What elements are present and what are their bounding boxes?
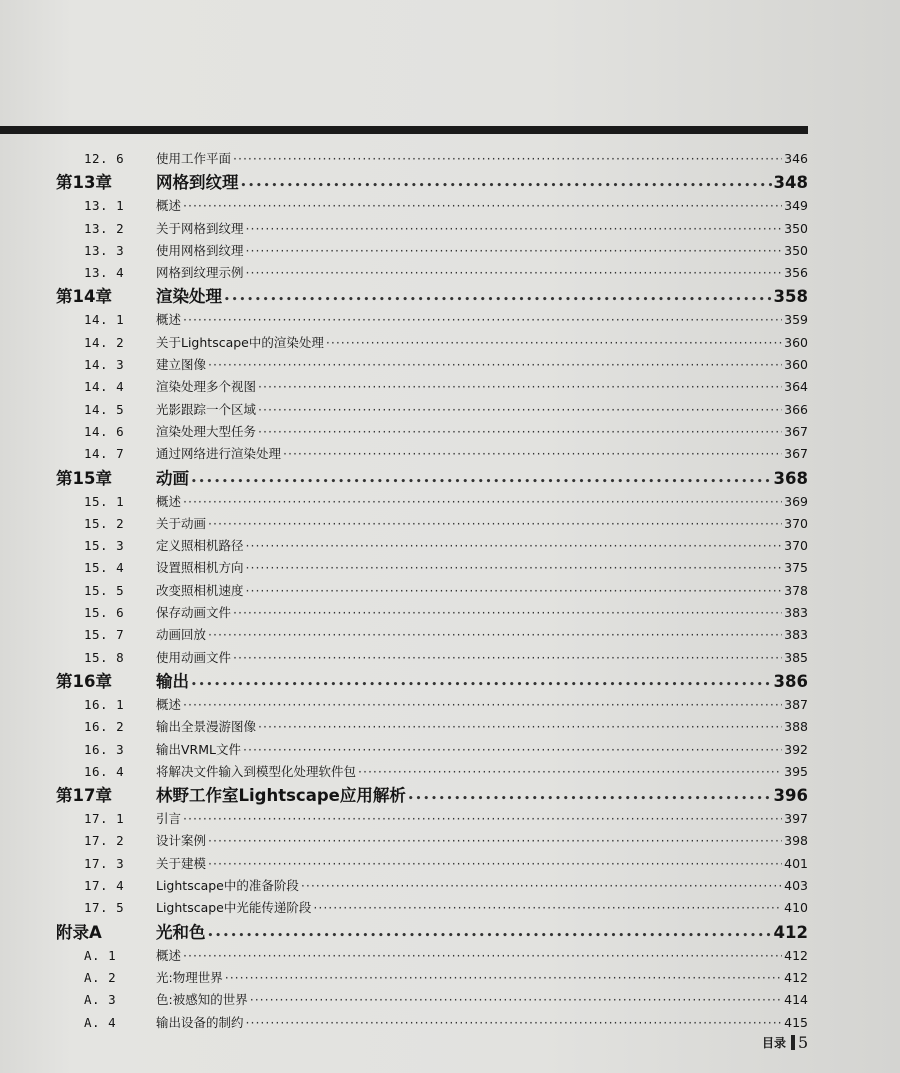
page-number: 388 bbox=[784, 719, 808, 735]
section-title: 输出全景漫游图像 bbox=[156, 719, 257, 735]
section-title: 渲染处理大型任务 bbox=[156, 423, 257, 439]
footer-label: 目录 bbox=[762, 1035, 787, 1050]
toc-entry bbox=[156, 624, 808, 646]
section-title: 概述 bbox=[156, 493, 182, 509]
dot-leader bbox=[233, 602, 782, 624]
toc-section-row bbox=[0, 580, 900, 602]
toc-entry bbox=[156, 195, 808, 217]
section-number: A. 1 bbox=[84, 947, 117, 963]
section-title: 定义照相机路径 bbox=[156, 538, 244, 554]
section-title: 使用工作平面 bbox=[156, 151, 232, 166]
toc-section-row bbox=[0, 897, 900, 919]
table-of-contents bbox=[0, 148, 900, 1034]
page-number: 395 bbox=[784, 763, 808, 779]
section-number: 16. 2 bbox=[84, 719, 125, 735]
dot-leader bbox=[258, 421, 782, 443]
page-number: 356 bbox=[784, 265, 808, 281]
header-rule bbox=[0, 126, 808, 134]
toc-section-row bbox=[0, 694, 900, 716]
chapter-title: 光和色 bbox=[156, 922, 206, 942]
toc-section-row bbox=[0, 491, 900, 513]
section-number: 17. 5 bbox=[84, 900, 125, 916]
dot-leader bbox=[208, 354, 782, 376]
chapter-title: 输出 bbox=[156, 671, 189, 691]
dot-leader bbox=[246, 535, 783, 557]
toc-entry bbox=[156, 309, 808, 331]
toc-entry bbox=[156, 240, 808, 262]
dot-leader bbox=[246, 557, 783, 579]
section-number: 15. 6 bbox=[84, 605, 125, 621]
section-number: 14. 2 bbox=[84, 334, 125, 350]
section-number: 15. 4 bbox=[84, 560, 125, 576]
dot-leader bbox=[208, 513, 782, 535]
section-title: 建立图像 bbox=[156, 357, 207, 373]
toc-section-row bbox=[0, 967, 900, 989]
toc-entry bbox=[156, 262, 808, 284]
toc-section-row bbox=[0, 875, 900, 897]
dot-leader bbox=[258, 399, 782, 421]
section-number: 17. 2 bbox=[84, 833, 125, 849]
toc-section-row bbox=[0, 376, 900, 398]
page-number: 360 bbox=[784, 357, 808, 373]
page-number: 415 bbox=[784, 1014, 808, 1030]
toc-entry bbox=[156, 557, 808, 579]
page-number: 350 bbox=[784, 220, 808, 236]
chapter-number: 第17章 bbox=[56, 786, 112, 806]
section-number: 14. 5 bbox=[84, 401, 125, 417]
toc-entry bbox=[156, 761, 808, 783]
page-number: 375 bbox=[784, 560, 808, 576]
page-number: 369 bbox=[784, 493, 808, 509]
dot-leader bbox=[358, 761, 782, 783]
page-number: 410 bbox=[784, 900, 808, 916]
section-number: 13. 4 bbox=[84, 265, 125, 281]
section-number: 16. 4 bbox=[84, 763, 125, 779]
section-number: 16. 1 bbox=[84, 696, 125, 712]
toc-entry bbox=[156, 580, 808, 602]
page-number: 370 bbox=[784, 538, 808, 554]
chapter-number: 第14章 bbox=[56, 287, 112, 307]
toc-section-row bbox=[0, 853, 900, 875]
section-number: 15. 3 bbox=[84, 538, 125, 554]
page-number: 383 bbox=[784, 605, 808, 621]
page-number: 366 bbox=[784, 401, 808, 417]
page-number: 397 bbox=[784, 811, 808, 827]
section-title: 概述 bbox=[156, 312, 182, 328]
toc-entry bbox=[156, 513, 808, 535]
dot-leader bbox=[243, 739, 782, 761]
dot-leader bbox=[246, 1012, 783, 1034]
page-number: 414 bbox=[784, 992, 808, 1008]
dot-leader bbox=[233, 148, 782, 170]
section-title: 保存动画文件 bbox=[156, 605, 232, 621]
section-number: 14. 1 bbox=[84, 312, 125, 328]
toc-section-row bbox=[0, 421, 900, 443]
section-number: 15. 7 bbox=[84, 627, 125, 643]
toc-chapter-row bbox=[0, 284, 900, 309]
toc-section-row bbox=[0, 945, 900, 967]
section-number: 15. 5 bbox=[84, 582, 125, 598]
toc-entry bbox=[156, 694, 808, 716]
page-number: 364 bbox=[784, 379, 808, 395]
section-title: Lightscape中的准备阶段 bbox=[156, 878, 299, 894]
page-number: 386 bbox=[773, 671, 808, 691]
toc-entry bbox=[156, 853, 808, 875]
toc-section-row bbox=[0, 739, 900, 761]
page-number: 348 bbox=[773, 173, 808, 193]
toc-section-row bbox=[0, 262, 900, 284]
page-number: 412 bbox=[784, 969, 808, 985]
page-number: 360 bbox=[784, 334, 808, 350]
page-number: 401 bbox=[784, 855, 808, 871]
toc-chapter-row bbox=[0, 783, 900, 808]
section-title: 使用网格到纹理 bbox=[156, 242, 244, 258]
toc-section-row bbox=[0, 830, 900, 852]
toc-section-row bbox=[0, 309, 900, 331]
toc-section-row bbox=[0, 195, 900, 217]
section-title: 设计案例 bbox=[156, 833, 207, 849]
section-number: 16. 3 bbox=[84, 741, 125, 757]
dot-leader bbox=[326, 332, 782, 354]
toc-section-row bbox=[0, 761, 900, 783]
toc-section-row bbox=[0, 148, 900, 170]
chapter-title: 林野工作室Lightscape应用解析 bbox=[156, 786, 406, 806]
dot-leader bbox=[233, 647, 782, 669]
page-number: 368 bbox=[773, 468, 808, 488]
toc-entry bbox=[156, 875, 808, 897]
dot-leader bbox=[183, 491, 782, 513]
section-title: 使用动画文件 bbox=[156, 649, 232, 665]
section-title: 概述 bbox=[156, 947, 182, 963]
toc-entry bbox=[156, 148, 808, 170]
section-title: 设置照相机方向 bbox=[156, 560, 244, 576]
dot-leader bbox=[246, 580, 783, 602]
section-number: 13. 3 bbox=[84, 242, 125, 258]
dot-leader bbox=[283, 443, 782, 465]
section-title: 概述 bbox=[156, 198, 182, 214]
section-title: 通过网络进行渲染处理 bbox=[156, 446, 282, 462]
dot-leader bbox=[250, 989, 782, 1011]
dot-leader bbox=[208, 624, 782, 646]
toc-entry bbox=[156, 421, 808, 443]
section-number: 15. 8 bbox=[84, 649, 125, 665]
toc-section-row bbox=[0, 513, 900, 535]
dot-leader bbox=[313, 897, 782, 919]
page-number: 359 bbox=[784, 312, 808, 328]
toc-entry bbox=[156, 808, 808, 830]
toc-section-row bbox=[0, 716, 900, 738]
toc-entry bbox=[156, 647, 808, 669]
toc-entry bbox=[156, 830, 808, 852]
dot-leader bbox=[183, 694, 782, 716]
page-number: 349 bbox=[784, 198, 808, 214]
section-number: A. 2 bbox=[84, 969, 117, 985]
page-number: 398 bbox=[784, 833, 808, 849]
section-number: 13. 1 bbox=[84, 198, 125, 214]
page-number: 385 bbox=[784, 649, 808, 665]
toc-entry bbox=[156, 739, 808, 761]
page-number: 403 bbox=[784, 878, 808, 894]
toc-section-row bbox=[0, 399, 900, 421]
section-title: 色:被感知的世界 bbox=[156, 992, 248, 1008]
dot-leader bbox=[258, 376, 782, 398]
section-number: 15. 2 bbox=[84, 515, 125, 531]
section-number: A. 4 bbox=[84, 1014, 117, 1030]
section-number: 14. 7 bbox=[84, 446, 125, 462]
section-title: 关于动画 bbox=[156, 515, 207, 531]
footer-page-number: 5 bbox=[798, 1032, 809, 1052]
page-number: 346 bbox=[784, 151, 808, 166]
dot-leader bbox=[258, 716, 782, 738]
section-number: 17. 3 bbox=[84, 855, 125, 871]
chapter-title: 动画 bbox=[156, 468, 189, 488]
section-title: 将解决文件输入到模型化处理软件包 bbox=[156, 763, 357, 779]
toc-entry bbox=[156, 602, 808, 624]
page-number: 412 bbox=[784, 947, 808, 963]
dot-leader bbox=[225, 967, 782, 989]
dot-leader bbox=[208, 853, 782, 875]
page-number: 383 bbox=[784, 627, 808, 643]
toc-entry bbox=[156, 967, 808, 989]
section-title: 关于网格到纹理 bbox=[156, 220, 244, 236]
toc-chapter-row bbox=[0, 466, 900, 491]
section-number: 14. 4 bbox=[84, 379, 125, 395]
page-number: 370 bbox=[784, 515, 808, 531]
toc-section-row bbox=[0, 354, 900, 376]
toc-entry bbox=[156, 945, 808, 967]
dot-leader bbox=[183, 195, 782, 217]
toc-entry bbox=[156, 989, 808, 1011]
section-title: Lightscape中光能传递阶段 bbox=[156, 900, 312, 916]
page-number: 392 bbox=[784, 741, 808, 757]
toc-section-row bbox=[0, 535, 900, 557]
section-title: 网格到纹理示例 bbox=[156, 265, 244, 281]
toc-entry bbox=[156, 535, 808, 557]
toc-chapter-row bbox=[0, 170, 900, 195]
dot-leader bbox=[183, 945, 782, 967]
toc-entry bbox=[156, 332, 808, 354]
toc-section-row bbox=[0, 557, 900, 579]
toc-section-row bbox=[0, 624, 900, 646]
section-number: 15. 1 bbox=[84, 493, 125, 509]
section-number: 12. 6 bbox=[84, 151, 125, 166]
section-title: 渲染处理多个视图 bbox=[156, 379, 257, 395]
toc-entry bbox=[156, 399, 808, 421]
toc-chapter-row bbox=[0, 669, 900, 694]
section-title: 引言 bbox=[156, 811, 182, 827]
toc-section-row bbox=[0, 218, 900, 240]
dot-leader bbox=[246, 240, 783, 262]
toc-section-row bbox=[0, 332, 900, 354]
dot-leader bbox=[208, 830, 782, 852]
section-title: 关于建模 bbox=[156, 855, 207, 871]
section-number: 13. 2 bbox=[84, 220, 125, 236]
section-title: 改变照相机速度 bbox=[156, 582, 244, 598]
toc-section-row bbox=[0, 647, 900, 669]
section-number: 14. 6 bbox=[84, 423, 125, 439]
chapter-number: 第13章 bbox=[56, 173, 112, 193]
chapter-title: 网格到纹理 bbox=[156, 173, 239, 193]
page-footer bbox=[762, 1030, 808, 1054]
section-title: 输出VRML文件 bbox=[156, 741, 241, 757]
toc-chapter-row bbox=[0, 920, 900, 945]
footer-divider bbox=[791, 1035, 795, 1050]
section-number: 17. 4 bbox=[84, 878, 125, 894]
section-title: 概述 bbox=[156, 696, 182, 712]
page-number: 396 bbox=[773, 786, 808, 806]
chapter-number: 第16章 bbox=[56, 671, 112, 691]
section-number: 14. 3 bbox=[84, 357, 125, 373]
chapter-title: 渲染处理 bbox=[156, 287, 222, 307]
dot-leader bbox=[246, 218, 783, 240]
section-title: 动画回放 bbox=[156, 627, 207, 643]
dot-leader bbox=[183, 309, 782, 331]
toc-entry bbox=[156, 218, 808, 240]
toc-entry bbox=[156, 716, 808, 738]
toc-section-row bbox=[0, 808, 900, 830]
toc-entry bbox=[156, 1012, 808, 1034]
dot-leader bbox=[183, 808, 782, 830]
chapter-number: 第15章 bbox=[56, 468, 112, 488]
section-number: A. 3 bbox=[84, 992, 117, 1008]
page-number: 387 bbox=[784, 696, 808, 712]
dot-leader bbox=[301, 875, 782, 897]
section-title: 关于Lightscape中的渲染处理 bbox=[156, 334, 324, 350]
section-title: 光:物理世界 bbox=[156, 969, 223, 985]
page-number: 367 bbox=[784, 446, 808, 462]
toc-section-row bbox=[0, 602, 900, 624]
dot-leader bbox=[246, 262, 783, 284]
page-number: 378 bbox=[784, 582, 808, 598]
section-title: 输出设备的制约 bbox=[156, 1014, 244, 1030]
page-number: 350 bbox=[784, 242, 808, 258]
toc-section-row bbox=[0, 989, 900, 1011]
chapter-number: 附录A bbox=[56, 922, 102, 942]
toc-entry bbox=[156, 897, 808, 919]
section-title: 光影跟踪一个区域 bbox=[156, 401, 257, 417]
section-number: 17. 1 bbox=[84, 811, 125, 827]
page-number: 367 bbox=[784, 423, 808, 439]
toc-entry bbox=[156, 443, 808, 465]
toc-section-row bbox=[0, 443, 900, 465]
page-number: 358 bbox=[773, 287, 808, 307]
toc-section-row bbox=[0, 240, 900, 262]
page-number: 412 bbox=[773, 922, 808, 942]
toc-entry bbox=[156, 491, 808, 513]
toc-entry bbox=[156, 376, 808, 398]
toc-entry bbox=[156, 354, 808, 376]
